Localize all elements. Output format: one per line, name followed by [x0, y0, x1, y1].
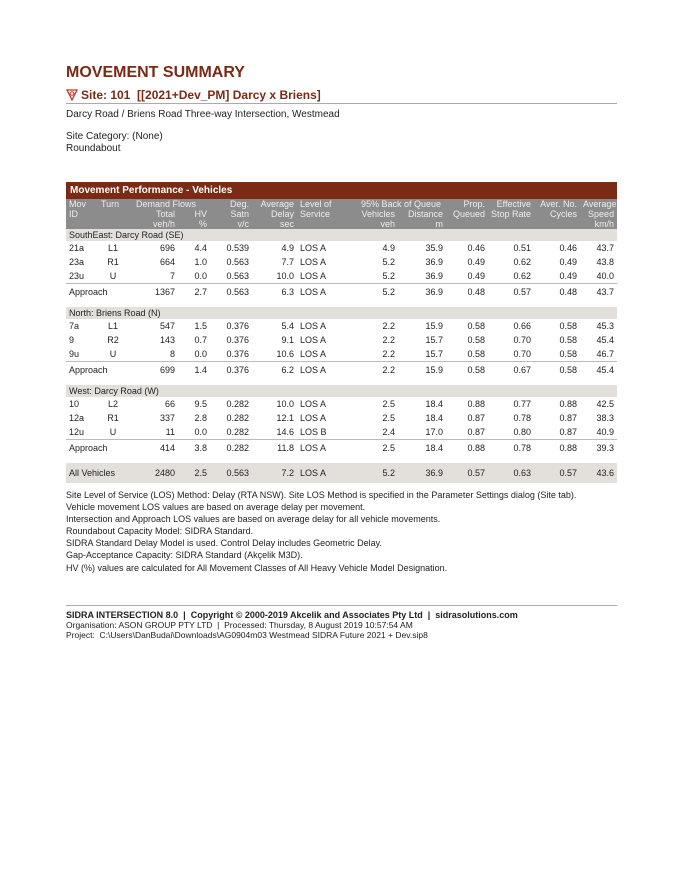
- table-cell: 12.1: [276, 413, 294, 423]
- column-header-line: Average: [583, 199, 617, 209]
- table-cell: 12u: [69, 427, 85, 437]
- table-cell: 0.78: [513, 413, 531, 423]
- column-header-line: veh/h: [152, 219, 175, 229]
- column-header-line: HV: [194, 209, 207, 219]
- column-header-line: [491, 219, 531, 229]
- table-cell: 2.2: [352, 362, 398, 378]
- column-header-line: Vehicles: [361, 209, 395, 219]
- table-cell: 0.58: [467, 321, 485, 331]
- table-cell: 0.70: [513, 335, 531, 345]
- table-cell: 36.9: [425, 271, 443, 281]
- table-cell: 9.5: [194, 399, 207, 409]
- table-cell: LOS A: [300, 335, 327, 345]
- column-header: [534, 199, 580, 229]
- table-cell: 0.57: [446, 463, 488, 483]
- table-cell: 0.376: [210, 362, 252, 378]
- table-cell: 1.5: [194, 321, 207, 331]
- table-cell: 2.2: [382, 321, 395, 331]
- table-cell: 12a: [69, 413, 85, 423]
- table-cell: 10.0: [276, 399, 294, 409]
- table-cell: 9: [69, 335, 75, 345]
- table-cell: 7a: [69, 321, 80, 331]
- column-header-line: Stop Rate: [491, 209, 532, 219]
- table-row: [66, 269, 617, 284]
- table-cell: 10.0: [276, 271, 294, 281]
- note-line: HV (%) values are calculated for All Movement Classes of All Heavy Vehicle Model Designation.: [66, 562, 448, 573]
- table-cell: 0.88: [534, 440, 580, 456]
- section-header-row: [66, 229, 617, 241]
- table-cell: LOS B: [300, 427, 327, 437]
- column-header-line: [69, 219, 95, 229]
- table-cell: 5.2: [382, 257, 395, 267]
- table-cell: 143: [159, 335, 175, 345]
- table-cell: 40.9: [596, 427, 615, 437]
- table-cell: 2.5: [178, 463, 210, 483]
- table-cell: Approach: [66, 362, 128, 378]
- table-cell: 414: [128, 440, 178, 456]
- movement-table: [66, 182, 617, 483]
- site-location: Darcy Road / Briens Road Three-way Intersection, Westmead: [66, 109, 340, 120]
- column-header-line: Turn: [101, 199, 120, 209]
- table-cell: 43.7: [580, 284, 617, 300]
- table-cell: 1.0: [194, 257, 207, 267]
- column-header-line: Level of: [300, 199, 332, 209]
- table-cell: 0.58: [467, 335, 485, 345]
- table-cell: LOS A: [300, 321, 327, 331]
- table-cell: 15.9: [425, 321, 443, 331]
- column-header-line: m: [435, 219, 443, 229]
- table-cell: 0.0: [194, 427, 207, 437]
- table-cell: LOS A: [297, 463, 352, 483]
- table-cell: 0.563: [210, 284, 252, 300]
- spacer-row: [66, 455, 617, 463]
- table-cell: 36.9: [425, 257, 443, 267]
- table-cell: 10: [69, 399, 80, 409]
- table-row: [66, 319, 617, 333]
- column-header-line: ID: [69, 209, 78, 219]
- table-cell: 0.539: [226, 243, 249, 253]
- table-row: [66, 425, 617, 440]
- table-cell: 4.9: [382, 243, 395, 253]
- table-cell: 0.80: [513, 427, 531, 437]
- table-cell: 0.48: [446, 284, 488, 300]
- table-cell: R2: [107, 335, 119, 345]
- table-cell: 2.7: [178, 284, 210, 300]
- table-cell: LOS A: [297, 362, 352, 378]
- table-cell: 699: [128, 362, 178, 378]
- table-cell: All Vehicles: [66, 463, 128, 483]
- table-cell: 0.282: [226, 427, 249, 437]
- table-cell: 45.3: [596, 321, 615, 331]
- table-cell: 0.7: [194, 335, 207, 345]
- table-cell: LOS A: [300, 257, 327, 267]
- table-cell: 0.88: [467, 399, 485, 409]
- column-header-line: veh: [380, 219, 395, 229]
- table-cell: 2.4: [382, 427, 395, 437]
- column-header-line: [300, 219, 349, 229]
- table-cell: 17.0: [425, 427, 443, 437]
- table-cell: 0.62: [513, 257, 531, 267]
- table-cell: 15.7: [425, 349, 443, 359]
- site-category: Site Category: (None): [66, 131, 163, 142]
- footer-project: Project: C:\Users\DanBudai\Downloads\AG0904m03 Westmead SIDRA Future 2021 + Dev.sip8: [66, 630, 428, 640]
- site-heading: [66, 88, 617, 104]
- table-cell: 40.0: [596, 271, 615, 281]
- table-row: [66, 397, 617, 411]
- table-cell: 7.2: [252, 463, 297, 483]
- table-cell: 0.66: [513, 321, 531, 331]
- table-cell: 2.2: [382, 349, 395, 359]
- table-row: [66, 255, 617, 269]
- table-cell: 23u: [69, 271, 85, 281]
- table-cell: 11.8: [252, 440, 297, 456]
- table-cell: U: [109, 427, 117, 437]
- table-cell: 0.57: [534, 463, 580, 483]
- column-header: [128, 199, 197, 229]
- table-cell: 4.9: [281, 243, 294, 253]
- table-cell: 9u: [69, 349, 80, 359]
- table-cell: 0.0: [194, 271, 207, 281]
- column-header-line: km/h: [594, 219, 615, 229]
- spacer-row: [66, 377, 617, 385]
- table-cell: 7: [169, 271, 175, 281]
- table-cell: 43.7: [596, 243, 615, 253]
- notes: [66, 489, 576, 574]
- table-cell: R1: [107, 413, 119, 423]
- table-cell: 14.6: [276, 427, 294, 437]
- table-cell: 42.5: [596, 399, 615, 409]
- table-cell: LOS A: [300, 243, 327, 253]
- table-cell: 45.4: [580, 362, 617, 378]
- table-cell: 1367: [128, 284, 178, 300]
- table-cell: 15.7: [425, 335, 443, 345]
- table-cell: 7.7: [281, 257, 294, 267]
- column-header-line: Total: [155, 209, 175, 219]
- table-cell: 45.4: [596, 335, 615, 345]
- table-cell: 696: [159, 243, 175, 253]
- spacer-row: [66, 299, 617, 307]
- table-cell: 0.49: [467, 257, 485, 267]
- table-cell: 0.87: [559, 413, 577, 423]
- table-cell: 0.57: [488, 284, 534, 300]
- column-header-line: Distance: [407, 209, 443, 219]
- table-cell: 0.87: [467, 427, 485, 437]
- column-header-line: 95% Back of Queue: [360, 199, 442, 209]
- table-cell: Approach: [66, 284, 128, 300]
- table-cell: 0.48: [534, 284, 580, 300]
- table-row: [66, 333, 617, 347]
- table-cell: U: [109, 349, 117, 359]
- column-header-line: Cycles: [549, 209, 577, 219]
- column-header: [488, 199, 534, 229]
- column-header-line: Mov: [69, 199, 87, 209]
- table-cell: 0.58: [534, 362, 580, 378]
- section-name: SouthEast: Darcy Road (SE): [66, 229, 617, 241]
- column-header-line: Demand Flows: [135, 199, 197, 209]
- column-header-line: Aver. No.: [540, 199, 577, 209]
- column-header-line: [101, 209, 125, 219]
- column-header: [252, 199, 297, 229]
- table-cell: 0.282: [226, 399, 249, 409]
- table-cell: 5.2: [382, 271, 395, 281]
- table-cell: Approach: [66, 440, 128, 456]
- table-cell: L1: [107, 243, 118, 253]
- table-cell: 0.563: [210, 463, 252, 483]
- note-line: Roundabout Capacity Model: SIDRA Standard.: [66, 526, 254, 537]
- table-cell: 35.9: [425, 243, 443, 253]
- table-cell: LOS A: [300, 399, 327, 409]
- column-header-line: sec: [279, 219, 294, 229]
- table-cell: 18.4: [425, 413, 443, 423]
- table-cell: LOS A: [297, 440, 352, 456]
- table-cell: 36.9: [398, 463, 446, 483]
- approach-row: [66, 440, 617, 456]
- table-cell: 0.67: [488, 362, 534, 378]
- column-header-line: Satn: [230, 209, 249, 219]
- table-cell: 18.4: [425, 399, 443, 409]
- column-header-line: Effective: [496, 199, 531, 209]
- section-header-row: [66, 385, 617, 397]
- column-header-line: Prop.: [463, 199, 485, 209]
- table-cell: 18.4: [398, 440, 446, 456]
- table-row: [66, 347, 617, 362]
- table-cell: 0.63: [488, 463, 534, 483]
- table-cell: 0.376: [226, 335, 249, 345]
- approach-row: [66, 284, 617, 300]
- column-header: [210, 199, 252, 229]
- table-cell: 664: [159, 257, 175, 267]
- table-cell: 0.376: [226, 321, 249, 331]
- footer-organisation: Organisation: ASON GROUP PTY LTD | Processed: Thursday, 8 August 2019 10:57:54 AM: [66, 620, 413, 630]
- table-cell: 0.376: [226, 349, 249, 359]
- table-cell: 0.563: [226, 257, 249, 267]
- table-cell: 2.8: [194, 413, 207, 423]
- table-cell: 21a: [69, 243, 85, 253]
- table-cell: 0.58: [446, 362, 488, 378]
- site-title: Site: 101 [[2021+Dev_PM] Darcy x Briens]: [81, 88, 321, 102]
- table-cell: U: [109, 271, 117, 281]
- table-cell: 23a: [69, 257, 85, 267]
- column-header: [297, 199, 352, 229]
- column-header-line: [537, 219, 577, 229]
- table-cell: 39.3: [580, 440, 617, 456]
- column-header-line: [449, 219, 485, 229]
- table-cell: 2.2: [382, 335, 395, 345]
- table-cell: 8: [169, 349, 175, 359]
- column-header: [580, 199, 617, 229]
- column-header-line: %: [198, 219, 207, 229]
- table-row: [66, 411, 617, 425]
- column-header-line: Delay: [270, 209, 294, 219]
- page-title: MOVEMENT SUMMARY: [66, 64, 245, 81]
- table-cell: LOS A: [300, 271, 327, 281]
- table-cell: 0.51: [513, 243, 531, 253]
- table-cell: 0.49: [467, 271, 485, 281]
- table-cell: 36.9: [398, 284, 446, 300]
- table-cell: 2480: [128, 463, 178, 483]
- table-cell: 1.4: [178, 362, 210, 378]
- table-cell: 0.58: [559, 335, 577, 345]
- footer: [66, 605, 617, 640]
- table-cell: 5.4: [281, 321, 294, 331]
- table-cell: 6.3: [252, 284, 297, 300]
- table-row: [66, 241, 617, 255]
- note-line: Site Level of Service (LOS) Method: Delay (RTA NSW). Site LOS Method is specified in the Parameter Settings dialog (Site tab).: [66, 490, 577, 500]
- roundabout-icon: [66, 89, 78, 101]
- column-header-line: Queued: [452, 209, 485, 219]
- table-cell: 38.3: [596, 413, 615, 423]
- control-type: Roundabout: [66, 143, 121, 154]
- note-line: SIDRA Standard Delay Model is used. Control Delay includes Geometric Delay.: [66, 538, 382, 549]
- table-cell: 46.7: [596, 349, 615, 359]
- table-cell: 0.78: [488, 440, 534, 456]
- table-cell: 5.2: [352, 463, 398, 483]
- table-cell: 0.62: [513, 271, 531, 281]
- table-cell: 4.4: [194, 243, 207, 253]
- table-cell: 0.88: [446, 440, 488, 456]
- table-cell: 0.282: [210, 440, 252, 456]
- note-line: Intersection and Approach LOS values are based on average delay for all vehicle movements.: [66, 514, 441, 525]
- table-cell: 15.9: [398, 362, 446, 378]
- table-cell: 0.77: [513, 399, 531, 409]
- table-cell: 2.5: [382, 399, 395, 409]
- table-cell: 43.8: [596, 257, 615, 267]
- table-cell: 0.563: [226, 271, 249, 281]
- table-cell: 2.5: [352, 440, 398, 456]
- table-cell: 66: [164, 399, 175, 409]
- table-cell: 11: [165, 427, 175, 437]
- table-cell: 3.8: [178, 440, 210, 456]
- table-cell: 43.6: [580, 463, 617, 483]
- table-cell: 337: [159, 413, 175, 423]
- table-cell: 0.46: [559, 243, 577, 253]
- table-caption: Movement Performance - Vehicles: [66, 182, 617, 199]
- table-cell: 547: [159, 321, 175, 331]
- section-name: West: Darcy Road (W): [66, 385, 617, 397]
- column-header: [98, 199, 128, 229]
- note-line: Gap-Acceptance Capacity: SIDRA Standard (Akçelik M3D).: [66, 550, 303, 561]
- approach-row: [66, 362, 617, 378]
- column-header-line: [101, 219, 125, 229]
- table-cell: LOS A: [297, 284, 352, 300]
- table-cell: 0.282: [226, 413, 249, 423]
- section-header-row: [66, 307, 617, 319]
- table-cell: 0.58: [467, 349, 485, 359]
- column-header-line: v/c: [237, 219, 249, 229]
- table-cell: 10.6: [276, 349, 294, 359]
- table-cell: L2: [107, 399, 118, 409]
- table-cell: 9.1: [281, 335, 294, 345]
- footer-copyright: SIDRA INTERSECTION 8.0 | Copyright © 2000-2019 Akcelik and Associates Pty Ltd | sidrasolutions.com: [66, 610, 518, 620]
- column-header-line: Service: [300, 209, 331, 219]
- table-cell: 5.2: [352, 284, 398, 300]
- all-vehicles-row: [66, 463, 617, 483]
- note-line: Vehicle movement LOS values are based on average delay per movement.: [66, 502, 366, 513]
- table-cell: 0.87: [559, 427, 577, 437]
- column-header: [66, 199, 98, 229]
- table-cell: 0.58: [559, 349, 577, 359]
- table-cell: LOS A: [300, 413, 327, 423]
- column-header-line: Average: [260, 199, 294, 209]
- table-cell: 0.49: [559, 257, 577, 267]
- column-header: [446, 199, 488, 229]
- table-cell: 0.49: [559, 271, 577, 281]
- table-cell: R1: [107, 257, 119, 267]
- table-cell: 6.2: [252, 362, 297, 378]
- column-header-line: Deg.: [229, 199, 249, 209]
- table-cell: 0.70: [513, 349, 531, 359]
- section-name: North: Briens Road (N): [66, 307, 617, 319]
- column-header-line: Speed: [588, 209, 615, 219]
- table-cell: 2.5: [382, 413, 395, 423]
- column-header-row: [66, 199, 617, 229]
- table-cell: 0.88: [559, 399, 577, 409]
- table-cell: 0.87: [467, 413, 485, 423]
- table-cell: LOS A: [300, 349, 327, 359]
- table-cell: 0.0: [194, 349, 207, 359]
- table-cell: 0.46: [467, 243, 485, 253]
- table-cell: L1: [107, 321, 118, 331]
- table-cell: 0.58: [559, 321, 577, 331]
